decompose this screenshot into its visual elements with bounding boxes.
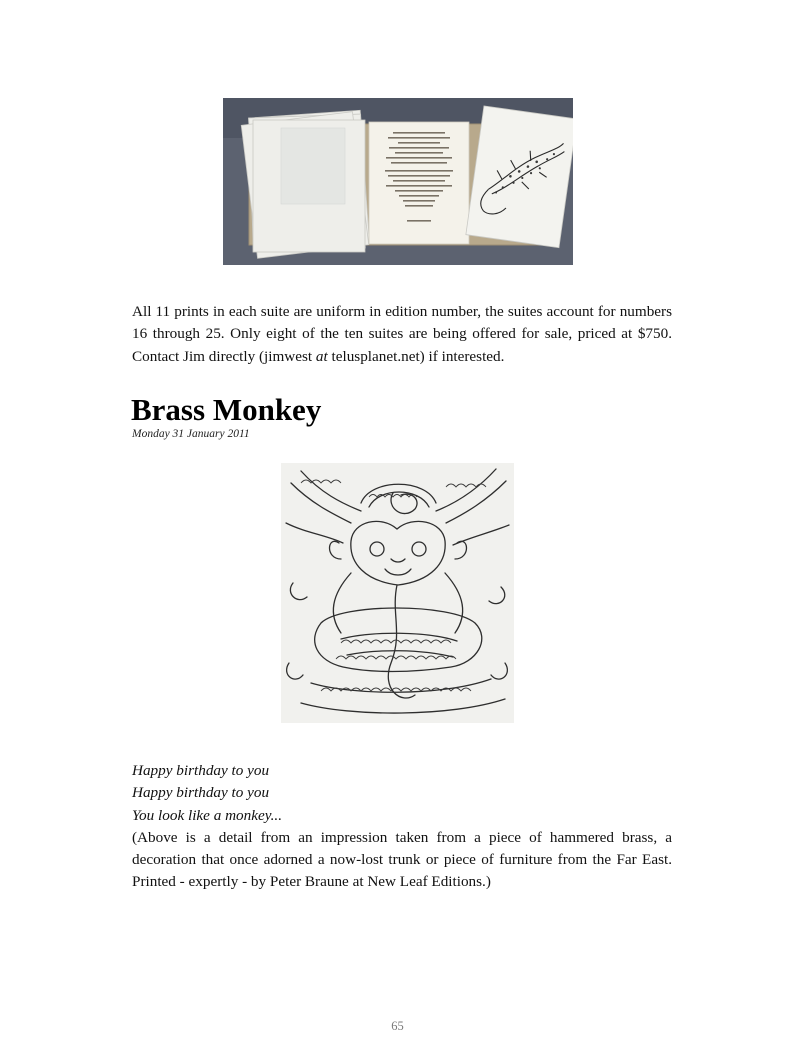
brass-monkey-print [281, 463, 514, 723]
post-body [132, 760, 672, 894]
page-number: 65 [391, 1019, 404, 1033]
email-at-word: at [315, 347, 328, 365]
verse-line-1: Happy birthday to you [132, 762, 270, 779]
verse-line-2: Happy birthday to you [132, 784, 270, 802]
verse-line-3: You look like a monkey... [132, 806, 283, 824]
suite-text-before: All 11 prints in each suite are uniform in edition number, the suites account for numbers 16 through 25. Only eight of the ten suites are being offered for sale, priced at $750. Contact Jim directly (jimwest [132, 303, 672, 365]
post-date: Monday 31 January 2011 [132, 428, 250, 440]
suite-photo [223, 98, 573, 265]
suite-text-after: telusplanet.net) if interested. [327, 347, 505, 365]
suite-sale-paragraph [132, 301, 672, 368]
image-caption: (Above is a detail from an impression taken from a piece of hammered brass, a decoration that once adorned a now-lost trunk or piece of furniture from the Far East. Printed - expertly - by Peter Braune at New Leaf Editions.) [132, 828, 672, 891]
post-title: Brass Monkey [131, 392, 322, 427]
